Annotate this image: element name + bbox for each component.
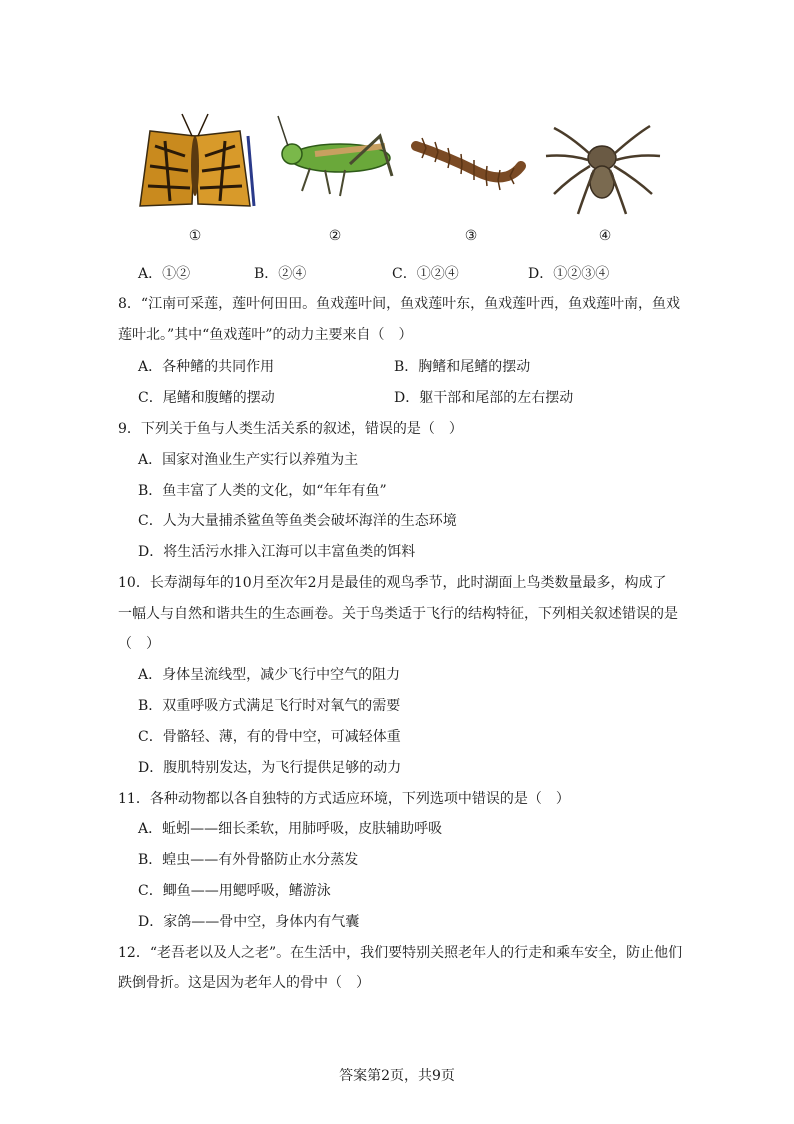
q7-option-b[interactable]: B．②④ bbox=[254, 266, 307, 282]
q10-stem-line1: 10．长寿湖每年的10月至次年2月是最佳的观鸟季节，此时湖面上鸟类数量最多，构成了 bbox=[118, 575, 667, 591]
q10-option-d[interactable]: D．腹肌特别发达，为飞行提供足够的动力 bbox=[138, 760, 402, 776]
q9-option-d[interactable]: D．将生活污水排入江海可以丰富鱼类的饵料 bbox=[138, 544, 416, 560]
q10-option-a[interactable]: A．身体呈流线型，减少飞行中空气的阻力 bbox=[138, 667, 401, 683]
figure-3 bbox=[406, 106, 536, 256]
grasshopper-icon bbox=[270, 106, 400, 221]
centipede-icon bbox=[406, 106, 536, 221]
q10-stem-line3: （ ） bbox=[118, 636, 160, 652]
q7-option-a[interactable]: A．①② bbox=[138, 266, 191, 282]
page-footer: 答案第2页，共9页 bbox=[339, 1068, 455, 1084]
q11-stem: 11．各种动物都以各自独特的方式适应环境，下列选项中错误的是（ ） bbox=[118, 791, 570, 807]
q11-option-b[interactable]: B．蝗虫——有外骨骼防止水分蒸发 bbox=[138, 852, 359, 868]
q7-option-d[interactable]: D．①②③④ bbox=[528, 266, 610, 282]
figure-label: ② bbox=[328, 228, 342, 244]
q10-option-c[interactable]: C．骨骼轻、薄，有的骨中空，可减轻体重 bbox=[138, 729, 401, 745]
figure-2 bbox=[270, 106, 400, 256]
q7-option-c[interactable]: C．①②④ bbox=[392, 266, 459, 282]
q8-stem-line2: 莲叶北。”其中“鱼戏莲叶”的动力主要来自（ ） bbox=[118, 327, 413, 343]
spider-icon bbox=[540, 106, 670, 221]
q8-options-row2 bbox=[138, 387, 698, 409]
q8-option-a[interactable]: A．各种鳍的共同作用 bbox=[138, 359, 275, 375]
figure-4 bbox=[540, 106, 670, 256]
animal-figures bbox=[130, 106, 670, 256]
q9-stem: 9．下列关于鱼与人类生活关系的叙述，错误的是（ ） bbox=[118, 421, 463, 437]
q10-stem-line2: 一幅人与自然和谐共生的生态画卷。关于鸟类适于飞行的结构特征，下列相关叙述错误的是 bbox=[118, 606, 678, 622]
figure-label: ③ bbox=[464, 228, 478, 244]
figure-label: ① bbox=[188, 228, 202, 244]
moth-icon bbox=[130, 106, 260, 221]
figure-label: ④ bbox=[598, 228, 612, 244]
q11-option-a[interactable]: A．蚯蚓——细长柔软，用肺呼吸，皮肤辅助呼吸 bbox=[138, 821, 443, 837]
q7-options bbox=[138, 264, 698, 284]
q8-stem-line1: 8．“江南可采莲，莲叶何田田。鱼戏莲叶间，鱼戏莲叶东，鱼戏莲叶西，鱼戏莲叶南，鱼戏 bbox=[118, 296, 681, 312]
q12-stem-line1: 12．“老吾老以及人之老”。在生活中，我们要特别关照老年人的行走和乘车安全，防止他们 bbox=[118, 945, 683, 961]
q11-option-d[interactable]: D．家鸽——骨中空，身体内有气囊 bbox=[138, 914, 360, 930]
q11-option-c[interactable]: C．鲫鱼——用鳃呼吸，鳍游泳 bbox=[138, 883, 331, 899]
q10-option-b[interactable]: B．双重呼吸方式满足飞行时对氧气的需要 bbox=[138, 698, 401, 714]
q8-option-c[interactable]: C．尾鳍和腹鳍的摆动 bbox=[138, 390, 275, 406]
q8-options-row1 bbox=[138, 356, 698, 378]
q12-stem-line2: 跌倒骨折。这是因为老年人的骨中（ ） bbox=[118, 975, 370, 991]
q9-option-c[interactable]: C．人为大量捕杀鲨鱼等鱼类会破坏海洋的生态环境 bbox=[138, 513, 457, 529]
q8-option-b[interactable]: B．胸鳍和尾鳍的摆动 bbox=[394, 359, 531, 375]
q9-option-b[interactable]: B．鱼丰富了人类的文化，如“年年有鱼” bbox=[138, 483, 387, 499]
q8-option-d[interactable]: D．躯干部和尾部的左右摆动 bbox=[394, 390, 574, 406]
q9-option-a[interactable]: A．国家对渔业生产实行以养殖为主 bbox=[138, 452, 359, 468]
figure-1 bbox=[130, 106, 260, 256]
